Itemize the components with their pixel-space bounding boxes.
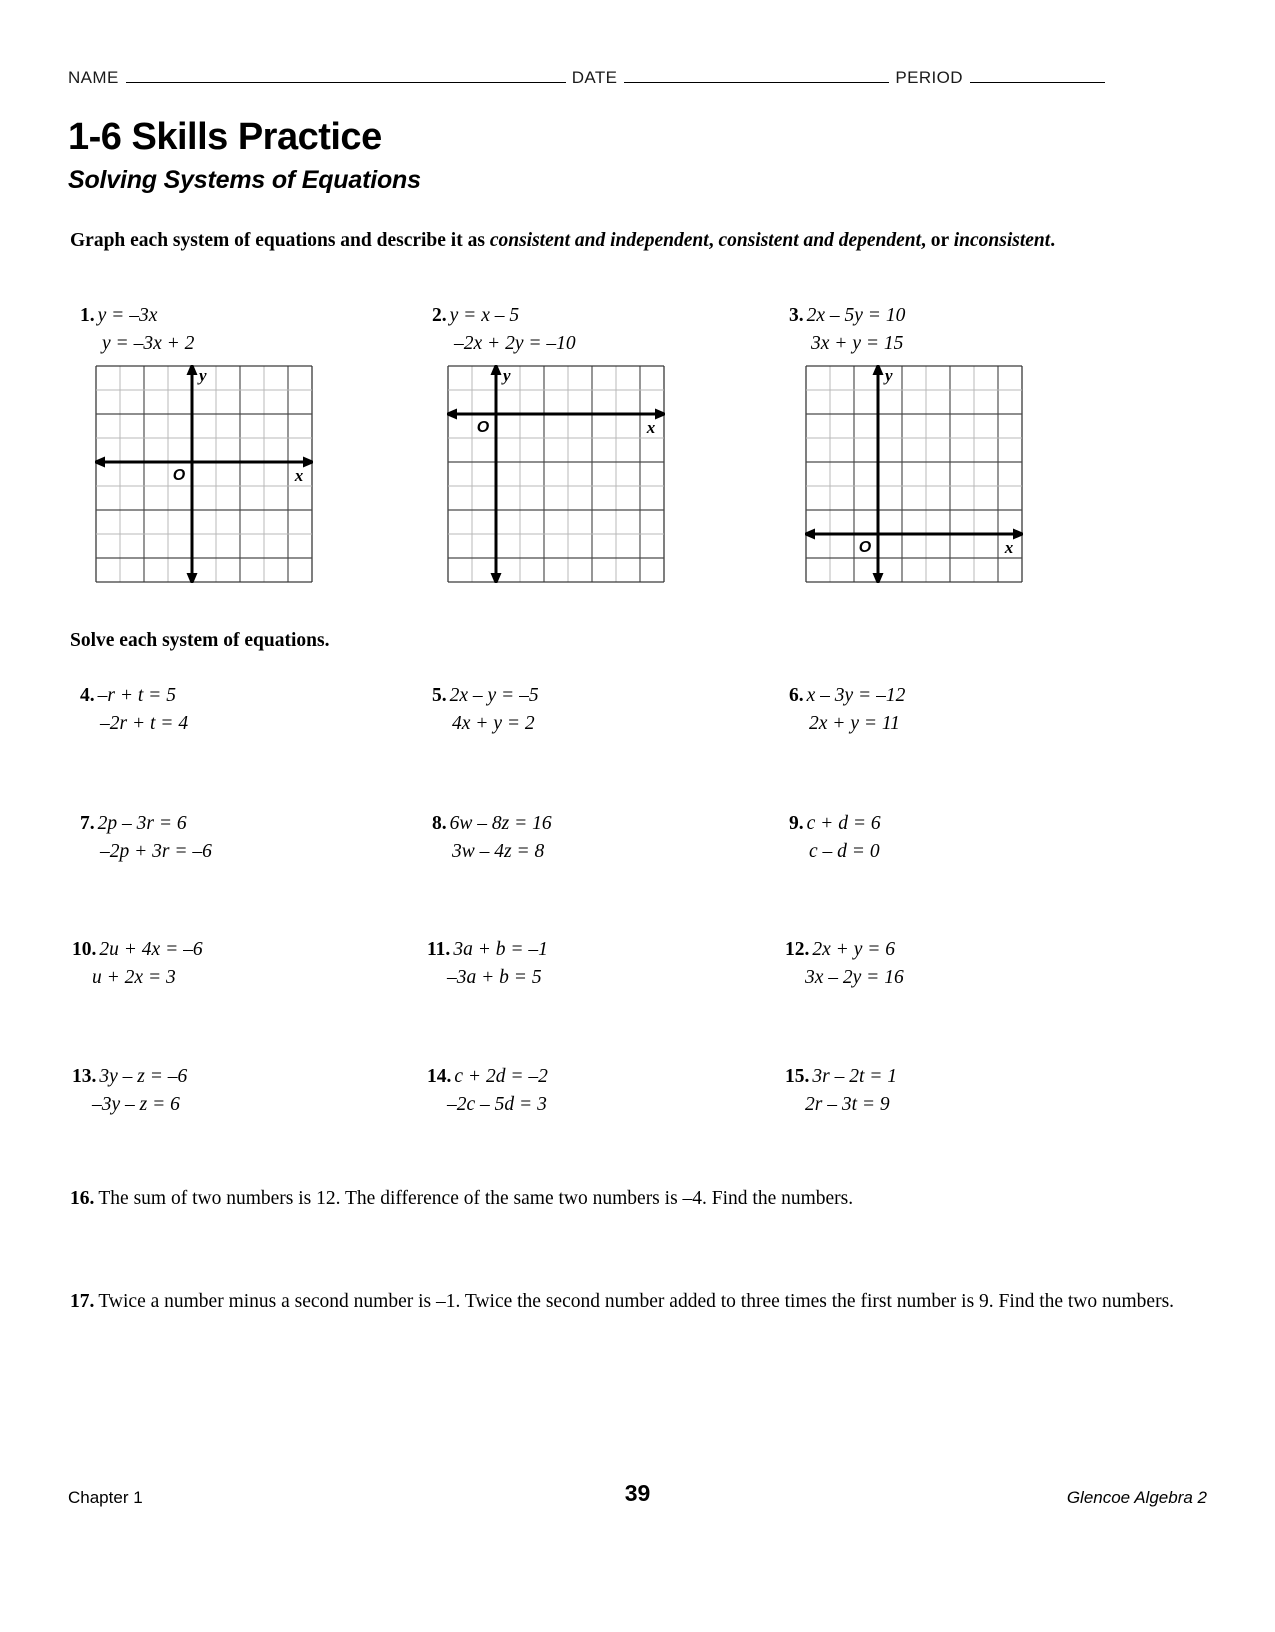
x-axis-label: x — [646, 418, 656, 437]
problem-5-equation-1: 2x – y = –5 — [449, 685, 539, 706]
page-title: 1-6 Skills Practice — [68, 116, 382, 158]
problem-11-equation-1: 3a + b = –1 — [453, 939, 548, 960]
problem-4-equation-1: –r + t = 5 — [97, 685, 176, 706]
problem-1 — [80, 302, 194, 357]
problem-15-equation-2: 2r – 3t = 9 — [805, 1093, 890, 1115]
problem-4-number: 4. — [80, 685, 95, 706]
problem-7 — [80, 810, 212, 865]
problem-9-number: 9. — [789, 813, 804, 834]
problem-7-number: 7. — [80, 813, 95, 834]
period-fill-line[interactable] — [970, 68, 1105, 83]
directions-graph-p3: , or — [921, 230, 954, 251]
problem-3-number: 3. — [789, 305, 804, 326]
problem-13 — [72, 1063, 187, 1118]
y-axis-label: y — [503, 366, 511, 385]
problem-3 — [789, 302, 905, 357]
problem-3-equation-2: 3x + y = 15 — [811, 332, 904, 354]
problem-4 — [80, 682, 188, 737]
problem-5-equation-2: 4x + y = 2 — [452, 712, 535, 734]
origin-label: O — [476, 419, 490, 436]
period-label: PERIOD — [895, 68, 963, 87]
problem-14-equation-2: –2c – 5d = 3 — [447, 1093, 547, 1115]
date-label: DATE — [571, 68, 618, 87]
directions-graph-p4: . — [1050, 230, 1056, 251]
problem-17-text: Twice a number minus a second number is –1. Twice the second number added to three times the first number is 9. Find the two numbers. — [98, 1291, 1175, 1312]
problem-14-number: 14. — [427, 1066, 452, 1087]
problem-13-equation-2: –3y – z = 6 — [92, 1093, 180, 1115]
problem-15 — [785, 1063, 897, 1118]
problem-5-number: 5. — [432, 685, 447, 706]
problem-9-equation-1: c + d = 6 — [806, 813, 881, 834]
problem-16-text: The sum of two numbers is 12. The difference of the same two numbers is –4. Find the numbers. — [98, 1188, 854, 1209]
problem-16 — [70, 1185, 1150, 1213]
name-fill-line[interactable] — [126, 68, 566, 83]
problem-12 — [785, 936, 904, 991]
problem-9-equation-2: c – d = 0 — [809, 840, 880, 862]
directions-graph-p1: Graph each system of equations and describe it as — [70, 230, 490, 251]
problem-8 — [432, 810, 552, 865]
problem-1-equation-2: y = –3x + 2 — [102, 332, 195, 354]
problem-4-equation-2: –2r + t = 4 — [100, 712, 189, 734]
footer-page-number: 39 — [624, 1480, 651, 1506]
x-axis-label: x — [1004, 538, 1014, 557]
problem-10-equation-2: u + 2x = 3 — [92, 966, 176, 988]
problem-10-equation-1: 2u + 4x = –6 — [99, 939, 203, 960]
problem-8-equation-2: 3w – 4z = 8 — [452, 840, 545, 862]
origin-label: O — [172, 467, 186, 484]
coordinate-grid-2[interactable] — [447, 365, 665, 583]
problem-10 — [72, 936, 203, 991]
problem-16-number: 16. — [70, 1188, 95, 1209]
problem-9 — [789, 810, 881, 865]
problem-12-equation-2: 3x – 2y = 16 — [805, 966, 904, 988]
directions-graph-p2: , — [708, 230, 719, 251]
coordinate-grid-1-svg[interactable] — [95, 365, 313, 583]
problem-14 — [427, 1063, 548, 1118]
directions-graph — [70, 228, 1080, 254]
problem-11-number: 11. — [427, 939, 451, 960]
problem-1-equation-1: y = –3x — [97, 305, 158, 326]
problem-12-number: 12. — [785, 939, 810, 960]
problem-12-equation-1: 2x + y = 6 — [812, 939, 896, 960]
y-axis-label: y — [885, 366, 893, 385]
y-axis-label: y — [199, 366, 207, 385]
footer-book-title: Glencoe Algebra 2 — [1066, 1488, 1207, 1507]
problem-8-equation-1: 6w – 8z = 16 — [449, 813, 552, 834]
problem-2-equation-2: –2x + 2y = –10 — [454, 332, 576, 354]
problem-13-number: 13. — [72, 1066, 97, 1087]
problem-17-number: 17. — [70, 1291, 95, 1312]
problem-7-equation-1: 2p – 3r = 6 — [97, 813, 187, 834]
problem-2-equation-1: y = x – 5 — [449, 305, 520, 326]
problem-13-equation-1: 3y – z = –6 — [99, 1066, 188, 1087]
problem-6 — [789, 682, 905, 737]
problem-6-equation-1: x – 3y = –12 — [806, 685, 906, 706]
problem-1-number: 1. — [80, 305, 95, 326]
problem-14-equation-1: c + 2d = –2 — [454, 1066, 548, 1087]
date-fill-line[interactable] — [624, 68, 889, 83]
worksheet-header — [68, 68, 1158, 94]
directions-em-consistent-dependent: consistent and dependent — [718, 230, 922, 251]
problem-6-number: 6. — [789, 685, 804, 706]
x-axis-label: x — [294, 466, 304, 485]
page-subtitle: Solving Systems of Equations — [68, 166, 421, 194]
problem-6-equation-2: 2x + y = 11 — [809, 712, 900, 734]
origin-label: O — [858, 539, 872, 556]
coordinate-grid-3[interactable] — [805, 365, 1023, 583]
problem-17 — [70, 1288, 1194, 1316]
problem-15-number: 15. — [785, 1066, 810, 1087]
problem-2-number: 2. — [432, 305, 447, 326]
footer-chapter: Chapter 1 — [68, 1488, 143, 1507]
problem-3-equation-1: 2x – 5y = 10 — [806, 305, 906, 326]
problem-11 — [427, 936, 548, 991]
name-label: NAME — [68, 68, 119, 87]
problem-2 — [432, 302, 576, 357]
coordinate-grid-2-svg[interactable] — [447, 365, 665, 583]
problem-7-equation-2: –2p + 3r = –6 — [100, 840, 212, 862]
problem-10-number: 10. — [72, 939, 97, 960]
coordinate-grid-3-svg[interactable] — [805, 365, 1023, 583]
directions-em-consistent-independent: consistent and independent — [489, 230, 709, 251]
problem-5 — [432, 682, 539, 737]
problem-11-equation-2: –3a + b = 5 — [447, 966, 542, 988]
coordinate-grid-1[interactable] — [95, 365, 313, 583]
problem-8-number: 8. — [432, 813, 447, 834]
directions-solve: Solve each system of equations. — [70, 630, 330, 651]
problem-15-equation-1: 3r – 2t = 1 — [812, 1066, 898, 1087]
directions-em-inconsistent: inconsistent — [953, 230, 1051, 251]
